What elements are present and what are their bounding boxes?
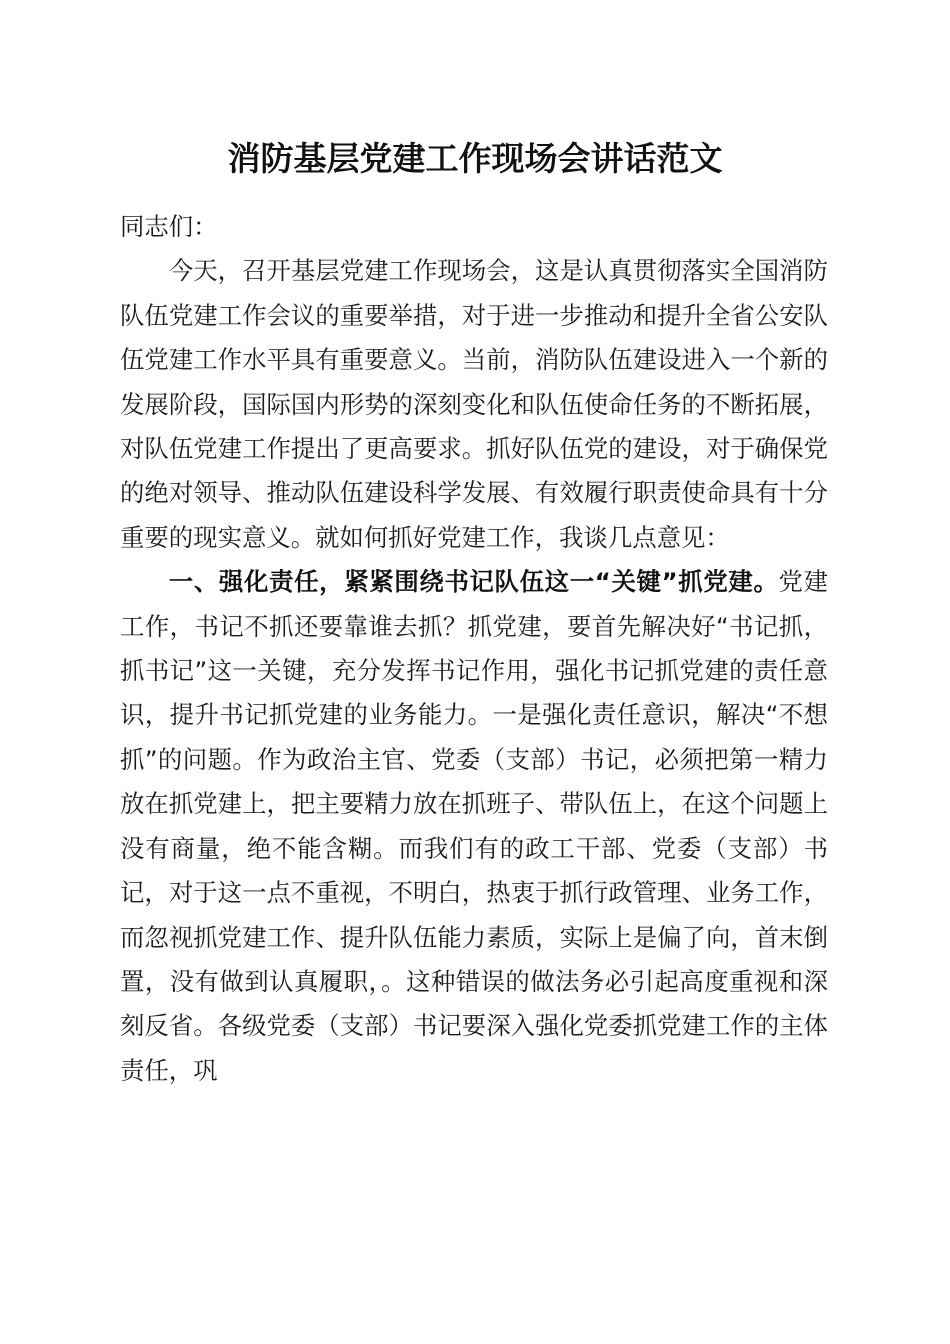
section-1-paragraph [120,560,828,1093]
document-title: 消防基层党建工作现场会讲话范文 [227,139,723,178]
paragraph-intro: 今天，召开基层党建工作现场会，这是认真贯彻落实全国消防队伍党建工作会议的重要举措，对于进一步推动和提升全省公安队伍党建工作水平具有重要意义。当前，消防队伍建设进入一个新的发展阶段，国际国内形势的深刻变化和队伍使命任务的不断拓展，对队伍党建工作提出了更高要求。抓好队伍党的建设，对于确保党的绝对领导、推动队伍建设科学发展、有效履行职责使命具有十分重要的现实意义。就如何抓好党建工作，我谈几点意见： [120,256,828,552]
salutation: 同志们： [120,212,218,241]
section-1-heading: 一、强化责任，紧紧围绕书记队伍这一“关键”抓党建。 [168,567,779,597]
section-1-body: 党建工作，书记不抓还要靠谁去抓？抓党建，要首先解决好“书记抓，抓书记”这一关键，充分发挥书记作用，强化书记抓党建的责任意识，提升书记抓党建的业务能力。一是强化责任意识，解决“不想抓”的问题。作为政治主官、党委（支部）书记，必须把第一精力放在抓党建上，把主要精力放在抓班子、带队伍上，在这个问题上没有商量，绝不能含糊。而我们有的政工干部、党委（支部）书记，对于这一点不重视，不明白，热衷于抓行政管理、业务工作，而忽视抓党建工作、提升队伍能力素质，实际上是偏了向，首末倒置，没有做到认真履职，。这种错误的做法务必引起高度重视和深刻反省。各级党委（支部）书记要深入强化党委抓党建工作的主体责任，巩 [120,567,828,1085]
document-body [120,205,828,1093]
